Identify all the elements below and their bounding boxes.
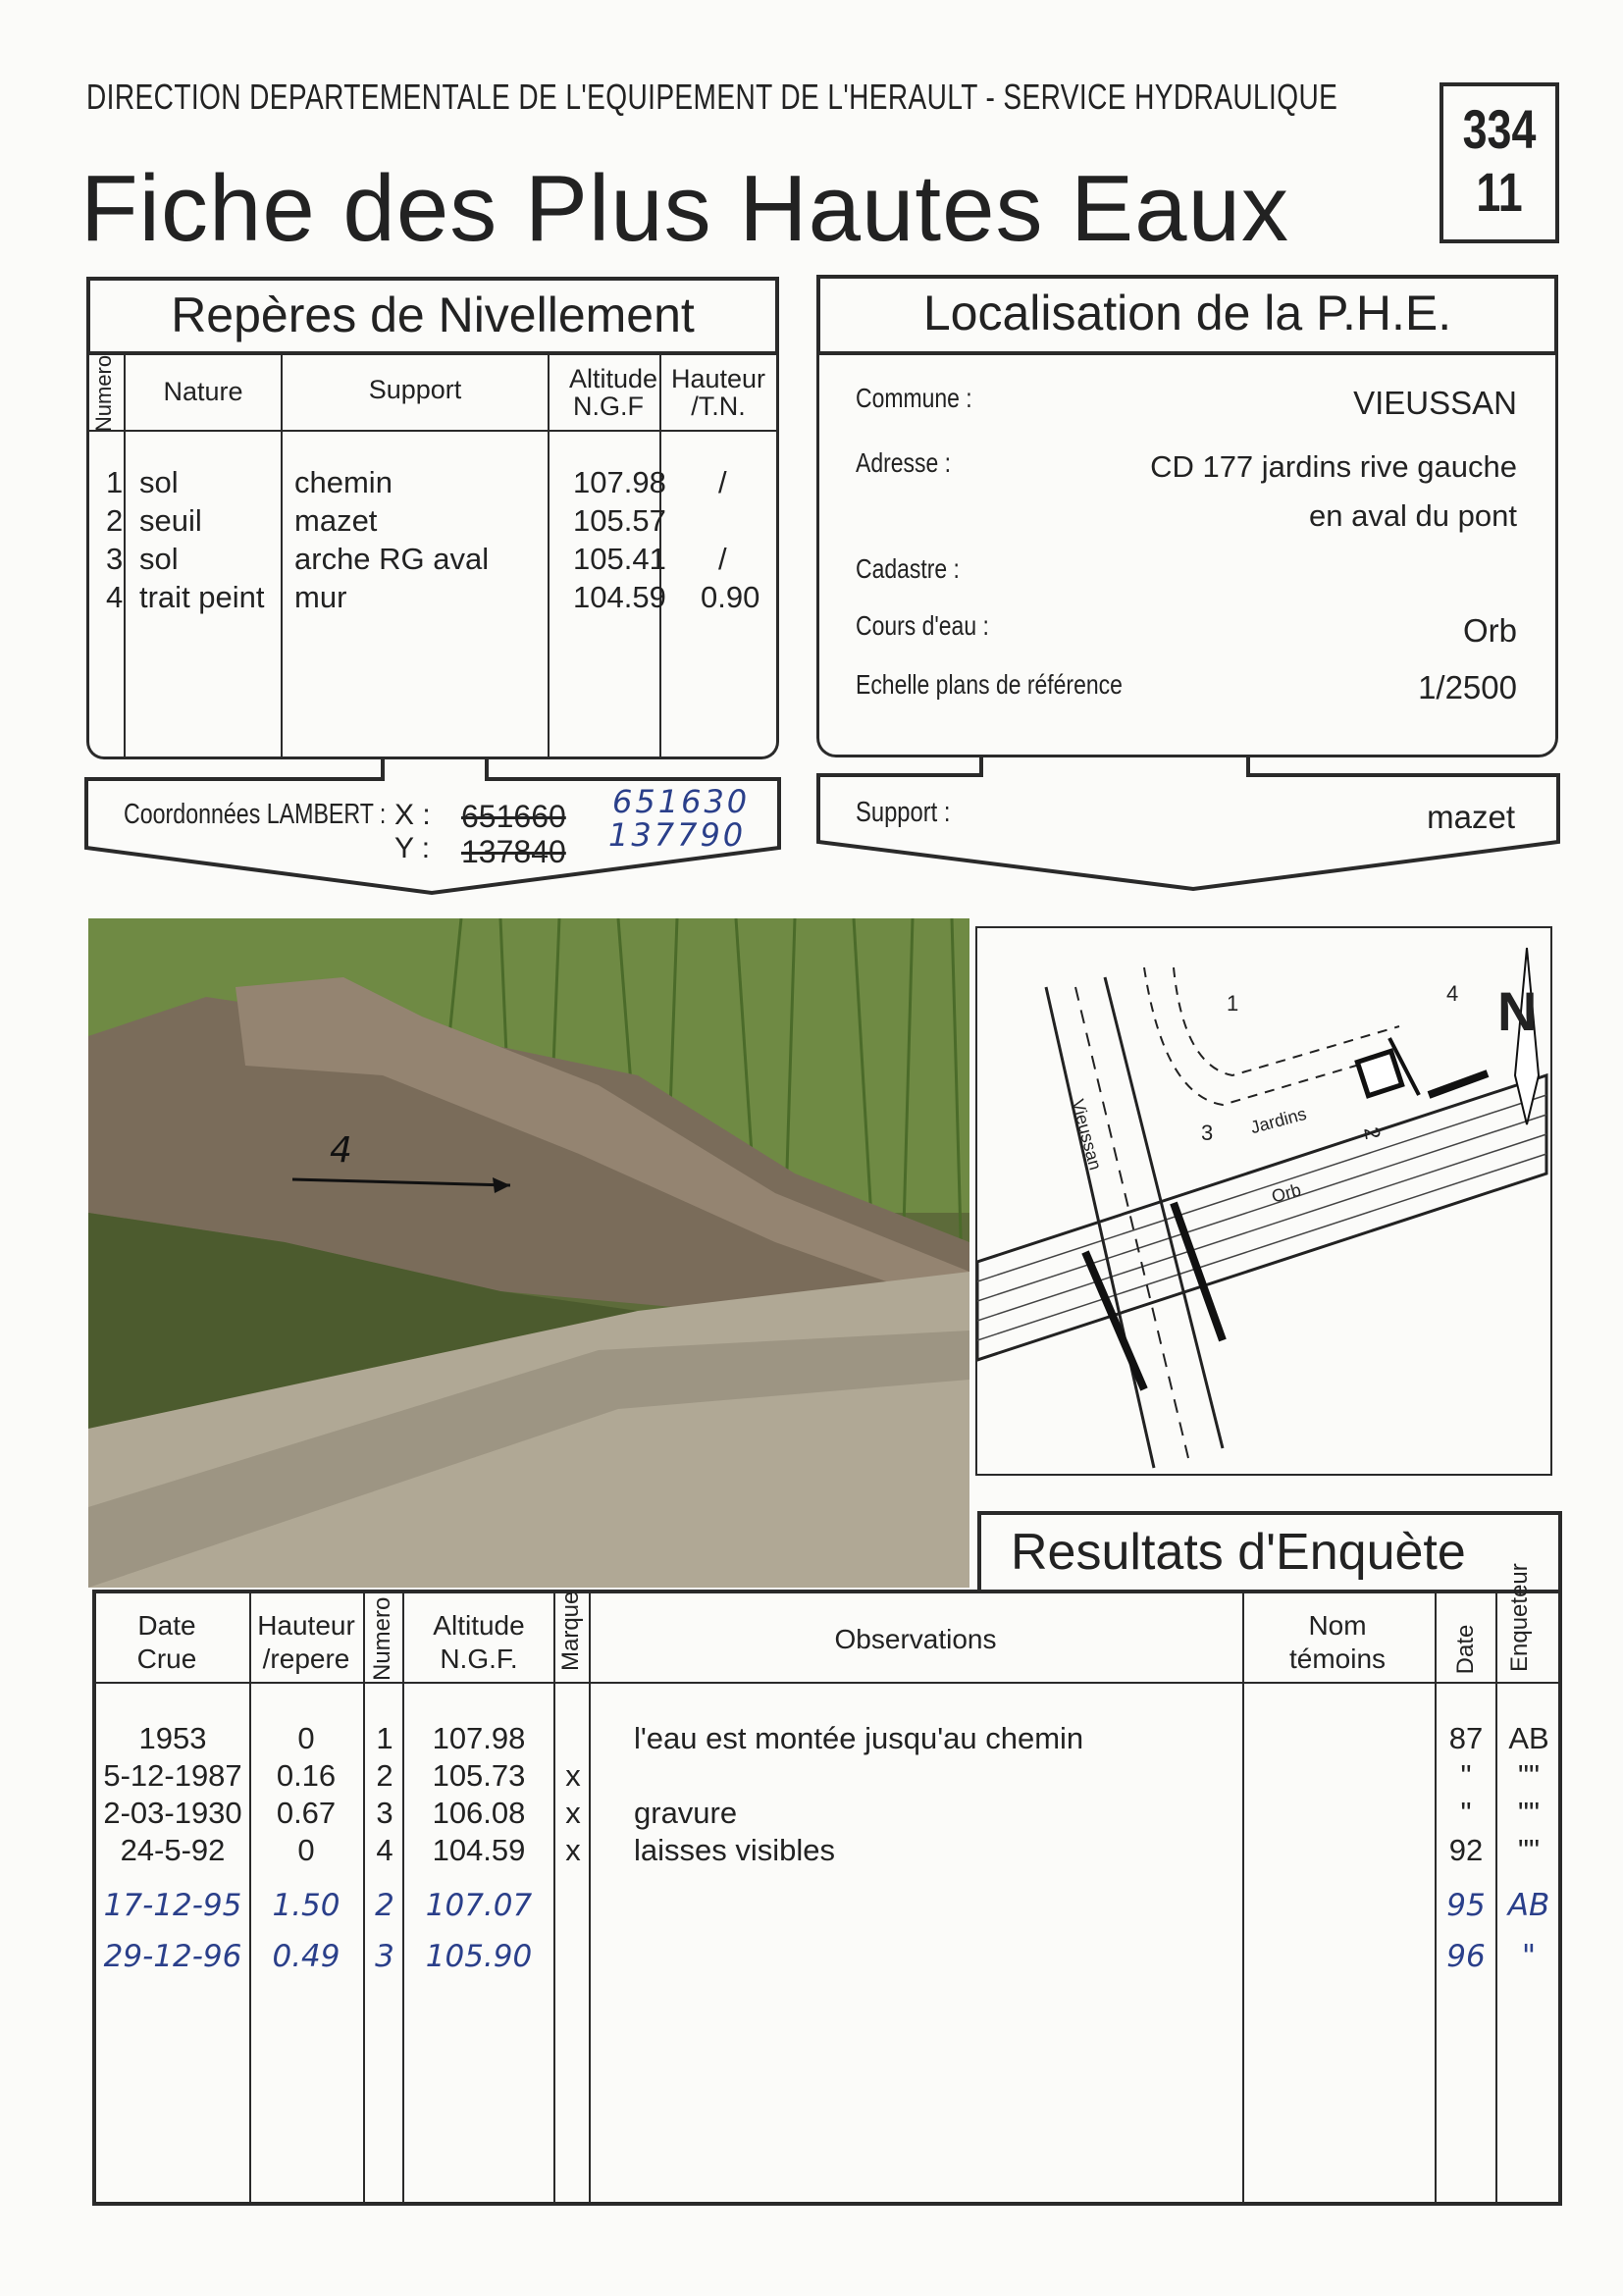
rep-support: chemin [294, 465, 393, 499]
col-altitude: Altitude N.G.F. [433, 1610, 525, 1674]
res-enqueteur: "" [1517, 1796, 1540, 1830]
res-date: 95 [1446, 1888, 1486, 1923]
col-nom-temoins: Nom témoins [1288, 1610, 1387, 1674]
rep-nature: sol [139, 542, 179, 576]
res-altitude: 107.07 [425, 1888, 533, 1923]
site-photo [88, 918, 969, 1588]
support-label: Support : [856, 797, 951, 828]
res-enqueteur: " [1521, 1939, 1537, 1974]
resultats-title: Resultats d'Enquète [1011, 1524, 1466, 1581]
direction-header: DIRECTION DEPARTEMENTALE DE L'EQUIPEMENT DE L'HERAULT - SERVICE HYDRAULIQUE [86, 77, 1338, 117]
col-hauteur: Hauteur /T.N. [670, 364, 766, 421]
res-numero: 1 [376, 1721, 393, 1755]
res-date: " [1460, 1796, 1472, 1830]
site-plan [975, 926, 1552, 1476]
rep-support: arche RG aval [294, 542, 490, 576]
res-hauteur: 0.49 [272, 1939, 340, 1974]
lambert-x-old: 651660 [461, 799, 566, 834]
echelle-value: 1/2500 [1418, 669, 1517, 705]
cours-value: Orb [1462, 612, 1517, 649]
lambert-y-new: 137790 [608, 816, 747, 854]
rep-nature: trait peint [139, 580, 265, 614]
reperes-title: Repères de Nivellement [86, 277, 779, 355]
rep-altitude: 104.59 [573, 580, 666, 614]
reference-sub: 11 [1476, 161, 1523, 223]
north-icon: N [1497, 980, 1538, 1042]
res-date-crue: 2-03-1930 [103, 1796, 242, 1830]
rep-numero: 2 [106, 503, 124, 538]
col-observations: Observations [834, 1624, 997, 1654]
col-hauteur-repere: Hauteur /repere [257, 1610, 355, 1674]
plan-river-label: Orb [1269, 1179, 1303, 1207]
rep-numero: 3 [106, 542, 124, 576]
res-numero: 3 [375, 1939, 394, 1974]
res-enqueteur: AB [1507, 1888, 1550, 1923]
plan-marker: 3 [1201, 1121, 1214, 1145]
res-observations: l'eau est montée jusqu'au chemin [634, 1721, 1084, 1755]
col-date: Date [1452, 1624, 1479, 1675]
photo-marker: 4 [330, 1130, 352, 1171]
echelle-label: Echelle plans de référence [856, 669, 1123, 700]
col-altitude: Altitude N.G.F [569, 364, 658, 421]
col-numero: Numero [369, 1596, 395, 1681]
commune-label: Commune : [856, 383, 972, 413]
adresse-line2: en aval du pont [1308, 498, 1517, 533]
col-date-crue: Date Crue [136, 1610, 197, 1674]
plan-marker: 1 [1227, 991, 1239, 1016]
col-support: Support [368, 375, 462, 404]
cours-label: Cours d'eau : [856, 610, 989, 641]
res-hauteur: 0 [297, 1833, 315, 1867]
res-numero: 4 [376, 1833, 393, 1867]
res-altitude: 107.98 [432, 1721, 526, 1755]
reference-number: 334 [1462, 98, 1537, 160]
adresse-line1: CD 177 jardins rive gauche [1150, 449, 1517, 484]
res-hauteur: 1.50 [272, 1888, 340, 1923]
rep-hauteur: 0.90 [701, 580, 760, 614]
site-plan-drawing [977, 928, 1550, 1474]
lambert-label: Coordonnées LAMBERT : [124, 799, 387, 830]
rep-nature: seuil [139, 503, 202, 538]
res-numero: 3 [376, 1796, 393, 1830]
lambert-y-label: Y : [394, 832, 431, 864]
rep-nature: sol [139, 465, 179, 499]
res-numero: 2 [375, 1888, 394, 1923]
res-enqueteur: AB [1508, 1721, 1549, 1755]
adresse-label: Adresse : [856, 447, 951, 478]
res-numero: 2 [376, 1758, 393, 1793]
rep-hauteur: / [718, 542, 727, 576]
lambert-x-label: X : [394, 799, 431, 831]
res-marque: x [565, 1833, 581, 1867]
rep-numero: 1 [106, 465, 124, 499]
res-date-crue: 24-5-92 [120, 1833, 226, 1867]
rep-support: mazet [294, 503, 378, 538]
lambert-x-new: 651630 [612, 783, 751, 820]
localisation-title: Localisation de la P.H.E. [816, 275, 1558, 355]
res-date-crue: 17-12-95 [103, 1888, 242, 1923]
rep-altitude: 107.98 [573, 465, 666, 499]
rep-altitude: 105.41 [573, 542, 666, 576]
res-date: " [1460, 1758, 1472, 1793]
res-observations: gravure [634, 1796, 738, 1830]
res-hauteur: 0.16 [276, 1758, 337, 1793]
reference-box [1440, 82, 1559, 243]
col-numero: Numero [91, 354, 116, 433]
rep-altitude: 105.57 [573, 503, 666, 538]
res-hauteur: 0.67 [276, 1796, 337, 1830]
plan-garden-label: Jardins [1248, 1103, 1309, 1138]
rep-hauteur: / [718, 465, 727, 499]
res-date: 96 [1446, 1939, 1486, 1974]
res-hauteur: 0 [297, 1721, 315, 1755]
res-date: 92 [1448, 1833, 1484, 1867]
col-enqueteur: Enqueteur [1506, 1563, 1533, 1672]
rep-numero: 4 [106, 580, 124, 614]
res-enqueteur: "" [1517, 1833, 1540, 1867]
res-altitude: 105.73 [432, 1758, 526, 1793]
cadastre-label: Cadastre : [856, 553, 960, 584]
res-marque: x [565, 1796, 581, 1830]
commune-value: VIEUSSAN [1353, 385, 1517, 421]
support-value: mazet [1427, 799, 1515, 835]
col-marque: Marque [557, 1591, 584, 1671]
plan-marker: 2 [1359, 1124, 1386, 1142]
page-title: Fiche des Plus Hautes Eaux [80, 156, 1289, 261]
res-date-crue: 1953 [138, 1721, 207, 1755]
res-marque: x [565, 1758, 581, 1793]
plan-marker: 4 [1446, 981, 1459, 1006]
res-enqueteur: "" [1517, 1758, 1540, 1793]
res-date-crue: 5-12-1987 [103, 1758, 242, 1793]
res-altitude: 104.59 [432, 1833, 526, 1867]
col-nature: Nature [163, 377, 243, 406]
res-altitude: 106.08 [432, 1796, 526, 1830]
res-observations: laisses visibles [634, 1833, 836, 1867]
rep-support: mur [294, 580, 347, 614]
plan-road-label: Vieussan [1068, 1097, 1106, 1173]
res-date-crue: 29-12-96 [103, 1939, 242, 1974]
res-altitude: 105.90 [425, 1939, 533, 1974]
lambert-y-old: 137840 [461, 834, 566, 869]
res-date: 87 [1448, 1721, 1484, 1755]
